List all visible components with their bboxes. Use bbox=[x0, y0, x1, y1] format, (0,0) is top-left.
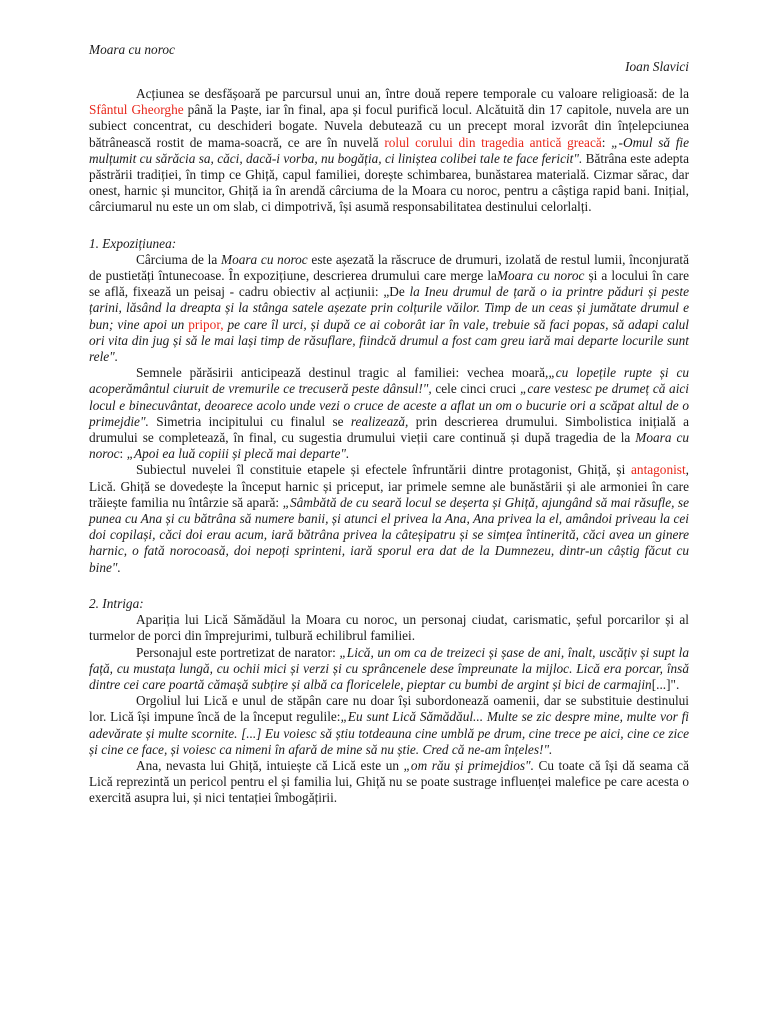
quote: „Sâmbătă de cu seară locul se deșerta și Ghiță, ajungând să mai răsufle, se punea cu Ana și cu bătrâna să numere banii, și atunci el privea la Ana, Ana privea la el, amândoi priveau la cei doi copilași, căci doi erau acum, iară bătrâna privea la câteșipatru și se simțea întinerită, căci avea un ginere harnic, o fată norocoasă, doi nepoți sprinteni, iară sporul era dat de la Dumnezeu, dintr-un câștig făcut cu bine". bbox=[89, 494, 689, 575]
highlight-term: pripor, bbox=[188, 316, 224, 332]
quote: „Eu sunt Lică Sămădăul... Multe se zic despre mine, multe vor fi adevărate și multe scornite. [...] Eu voiesc să știu totdeauna cine umblă pe drum, cine trece pe aici, cine ce zice și cine ce face, și voiesc ca nimeni în afară de mine să nu știe. Cred că ne-am înțeles!". bbox=[89, 709, 690, 757]
highlight-term: Sfântul Gheorghe bbox=[89, 102, 184, 118]
highlight-term: rolul corului din tragedia antică greacă bbox=[384, 134, 602, 150]
document-title: Moara cu noroc bbox=[89, 42, 175, 57]
quote: „cu lopețile rupte și cu acoperământul ciuruit de vremurile ce trecuseră peste dânsul!", bbox=[89, 365, 689, 397]
document-page bbox=[89, 42, 689, 807]
quote: „Apoi ea luă copiii și plecă mai departe". bbox=[126, 446, 350, 462]
section-heading-intrigue: 2. Intriga: bbox=[89, 595, 144, 611]
quote: „-Omul să fie mulțumit cu sărăcia sa, căci, dacă-i vorba, nu bogăția, ci liniștea colibei tale te face fericit". bbox=[89, 134, 689, 166]
quote: „Lică, un om ca de treizeci și șase de ani, înalt, uscățiv și supt la față, cu mustața lungă, cu ochii mici și verzi și cu sprâncenele dese împreunate la mijloc. Lică era porcar, însă dintre cei care poartă cămașă subțire și albă ca floricelele, pieptar cu bumbi de argint și bici de carmajin bbox=[89, 644, 689, 692]
quote: pe care îl urci, și după ce ai coborât iar în vale, trebuie să faci popas, să adapi calul ori vita din jug și să le mai lași timp de răsuflare, fiindcă drumul a fost cam greu iară mai departe locurile sunt rele". bbox=[89, 316, 689, 365]
body-paragraph: Cârciuma de la Moara cu noroc este așezată la răscruce de drumuri, izolată de restul lumii, înconjurată de pustietăți întunecoase. În expozițiune, descrierea drumului care merge laMoara cu noroc și a locului în care se află, fixează un peisaj - cadru obiectiv al acțiunii: „De la Ineu drumul de țară o ia printre păduri și peste țarini, lăsând la dreapta și la stânga satele așezate prin colțurile văilor. Timp de un ceas și jumătate drumul e bun; vine apoi un pripor, pe care îl urci, și după ce ai coborât iar în vale, trebuie să faci popas, să adapi calul ori vita din jug și să le mai lași timp de răsuflare, fiindcă drumul a fost cam greu iară mai departe locurile sunt rele". bbox=[89, 251, 689, 365]
document-author: Ioan Slavici bbox=[625, 59, 689, 74]
body-paragraph: Subiectul nuvelei îl constituie etapele și efectele înfruntării dintre protagonist, Ghiță, și antagonist, Lică. Ghiță se dovedește la început harnic și priceput, iar primele semne ale bunăstării și ale armoniei în care trăiește familia nu întârzie să apară: „Sâmbătă de cu seară locul se deșerta și Ghiță, ajungând să mai răsufle, se punea cu Ana și cu bătrâna să numere banii, și atunci el privea la Ana, Ana privea la el, amândoi priveau la cei doi copilași, căci doi erau acum, iară bătrâna privea la câteșipatru și se simțea întinerită, căci avea un ginere harnic, o fată norocoasă, doi nepoți sprinteni, iară sporul era dat de la Dumnezeu, dintr-un câștig făcut cu bine". bbox=[89, 462, 689, 575]
quote: la Ineu drumul de țară o ia printre păduri și peste țarini, lăsând la dreapta și la stânga satele așezate prin colțurile văilor. Timp de un ceas și jumătate drumul e bun; vine apoi un bbox=[89, 284, 689, 332]
intro-paragraph: Acțiunea se desfășoară pe parcursul unui an, între două repere temporale cu valoare religioasă: de la Sfântul Gheorghe până la Paște, iar în final, apa și focul purifică locul. Alcătuită din 17 capitole, nuvela are un subiect concentrat, cu deschideri bogate. Nuvela debutează cu un precept moral izvorât din înțelepciunea bătrânească rostit de mama-soacră, ce are în nuvelă rolul corului din tragedia antică greacă: „-Omul să fie mulțumit cu sărăcia sa, căci, dacă-i vorba, nu bogăția, ci liniștea colibei tale te face fericit". Bătrâna este adepta păstrării tradiției, în timp ce Ghiță, capul familiei, dorește schimbarea, bunăstarea materială. Cizmar sărac, dar onest, harnic și muncitor, Ghiță ia în arendă cârciuma de la Moara cu noroc, pentru a câștiga rapid bani. Inițial, cârciumarul nu este un om slab, ci dimpotrivă, își asumă responsabilitatea destinului celorlalți. bbox=[89, 86, 689, 215]
highlight-term: antagonist bbox=[631, 462, 686, 478]
quote: „care vestesc pe drumeț că aici locul e binecuvântat, deoarece acolo unde vezi o cruce de aceste a aflat un om o bucurie ori a scăpat altul de o primejdie". bbox=[89, 381, 689, 429]
body-paragraph: Personajul este portretizat de narator: „Lică, un om ca de treizeci și șase de ani, înalt, uscățiv și supt la față, cu mustața lungă, cu ochii mici și verzi și cu sprâncenele dese împreunate la mijloc. Lică era porcar, însă dintre cei care poartă cămașă subțire și albă ca floricelele, pieptar cu bumbi de argint și bici de carmajin[...]". bbox=[89, 644, 689, 692]
body-paragraph: Semnele părăsirii anticipează destinul tragic al familiei: vechea moară,„cu lopețile rupte și cu acoperământul ciuruit de vremurile ce trecuseră peste dânsul!", cele cinci cruci „care vestesc pe drumeț că aici locul e binecuvântat, deoarece acolo unde vezi o cruce de aceste a aflat un om o bucurie ori a scăpat altul de o primejdie". Simetria incipitului cu finalul se realizează, prin descrierea drumului. Simbolistica inițială a drumului se completează, în final, cu sugestia drumului vieții care continuă și după tragedia de la Moara cu noroc: „Apoi ea luă copiii și plecă mai departe". bbox=[89, 365, 690, 462]
section-heading-exposition: 1. Expozițiunea: bbox=[89, 235, 177, 251]
quote: „om rău și primejdios". bbox=[403, 757, 534, 773]
body-paragraph: Ana, nevasta lui Ghiță, intuiește că Lică este un „om rău și primejdios". Cu toate că își dă seama că Lică reprezintă un pericol pentru el și familia lui, Ghiță nu se poate sustrage influenței malefice pe care acesta o exercită asupra lui, și nici tentației îmbogățirii. bbox=[89, 757, 689, 806]
body-paragraph: Orgoliul lui Lică e unul de stăpân care nu doar își subordonează oamenii, dar se substituie destinului lor. Lică își impune încă de la început regulile:„Eu sunt Lică Sămădăul... Multe se zic despre mine, multe vor fi adevărate și multe scornite. [...] Eu voiesc să știu totdeauna cine umblă pe drum, cine trece pe aici, cine ce zice și cine ce face, și voiesc ca nimeni în afară de mine să nu știe. Cred că ne-am înțeles!". bbox=[89, 693, 690, 757]
body-paragraph: Apariția lui Lică Sămădăul la Moara cu noroc, un personaj ciudat, carismatic, șeful porcarilor și al turmelor de porci din împrejurimi, tulbură echilibrul familiei. bbox=[89, 612, 689, 644]
